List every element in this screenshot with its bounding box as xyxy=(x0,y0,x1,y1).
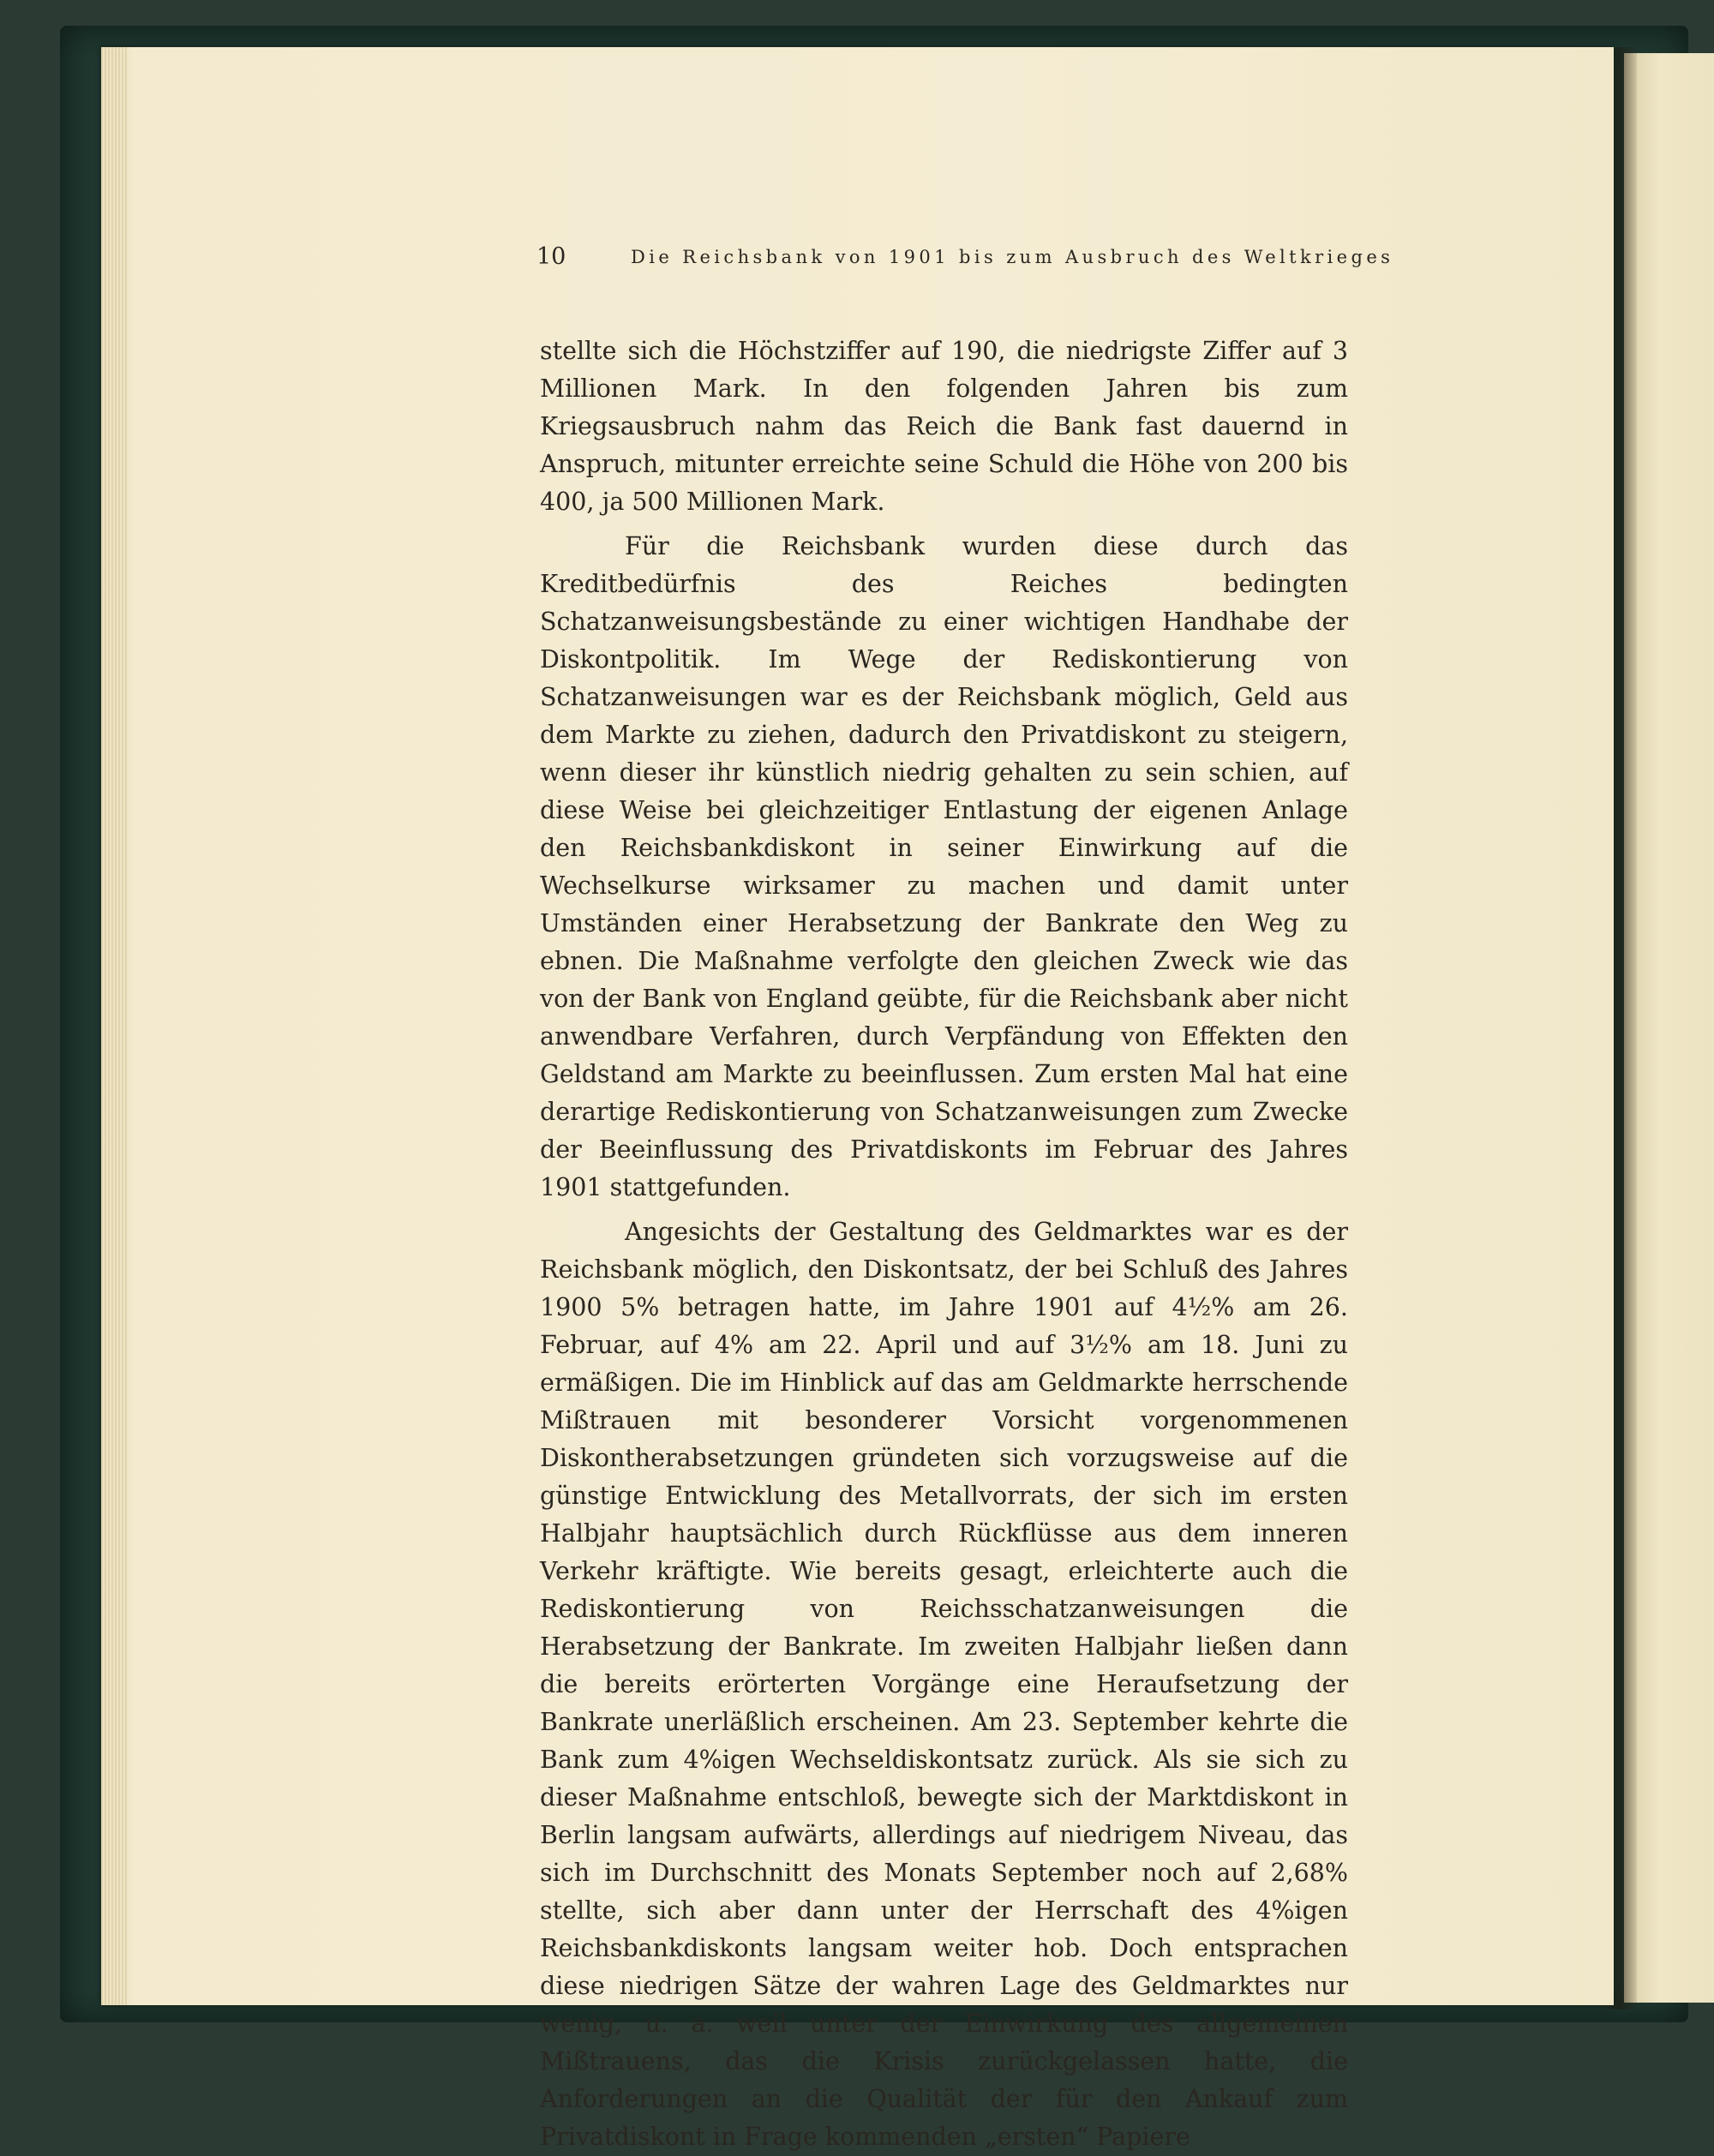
paragraph-2: Für die Reichsbank wurden diese durch das Kreditbedürfnis des Reiches bedingten Schatzanweisungsbestände zu einer wichtigen Handhabe der Diskontpolitik. Im Wege der Rediskontierung von Schatzanweisungen war es der Reichsbank möglich, Geld aus dem Markte zu ziehen, dadurch den Privatdiskont zu steigern, wenn dieser ihr künstlich niedrig gehalten zu sein schien, auf diese Weise bei gleichzeitiger Entlastung der eigenen Anlage den Reichsbankdiskont in seiner Einwirkung auf die Wechselkurse wirksamer zu machen und damit unter Umständen einer Herabsetzung der Bankrate den Weg zu ebnen. Die Maßnahme verfolgte den gleichen Zweck wie das von der Bank von England geübte, für die Reichsbank aber nicht anwendbare Verfahren, durch Verpfändung von Effekten den Geldstand am Markte zu beeinflussen. Zum ersten Mal hat eine derartige Rediskontierung von Schatzanweisungen zum Zwecke der Beeinflussung des Privatdiskonts im Februar des Jahres 1901 stattgefunden. xyxy=(540,532,1348,1201)
running-head xyxy=(536,240,1394,274)
page-number: 10 xyxy=(536,243,566,270)
page-edges xyxy=(101,47,127,2005)
paragraph-3: Angesichts der Gestaltung des Geldmarktes war es der Reichsbank möglich, den Diskontsatz, der bei Schluß des Jahres 1900 5% betragen hatte, im Jahre 1901 auf 4½% am 26. Februar, auf 4% am 22. April und auf 3½% am 18. Juni zu ermäßigen. Die im Hinblick auf das am Geldmarkte herrschende Mißtrauen mit besonderer Vorsicht vorgenommenen Diskontherabsetzungen gründeten sich vorzugsweise auf die günstige Entwicklung des Metallvorrats, der sich im ersten Halbjahr hauptsächlich durch Rückflüsse aus dem inneren Verkehr kräftigte. Wie bereits gesagt, erleichterte auch die Rediskontierung von Reichsschatzanweisungen die Herabsetzung der Bankrate. Im zweiten Halbjahr ließen dann die bereits erörterten Vorgänge eine Heraufsetzung der Bankrate unerläßlich erscheinen. Am 23. September kehrte die Bank zum 4%igen Wechseldiskontsatz zurück. Als sie sich zu dieser Maßnahme entschloß, bewegte sich der Marktdiskont in Berlin langsam aufwärts, allerdings auf niedrigem Niveau, das sich im Durchschnitt des Monats September noch auf 2,68% stellte, sich aber dann unter der Herrschaft des 4%igen Reichsbankdiskonts langsam weiter hob. Doch entsprachen diese niedrigen Sätze der wahren Lage des Geldmarktes nur wenig, u. a. weil unter der Einwirkung des allgemeinen Mißtrauens, das die Krisis zurückgelassen hatte, die Anforderungen an die Qualität der für den Ankauf zum Privatdiskont in Frage kommenden „ersten“ Papiere xyxy=(540,1218,1348,2151)
running-title: Die Reichsbank von 1901 bis zum Ausbruch des Weltkrieges xyxy=(631,247,1394,267)
paragraph-1: stellte sich die Höchstziffer auf 190, die niedrigste Ziffer auf 3 Millionen Mark. In den folgenden Jahren bis zum Kriegsausbruch nahm das Reich die Bank fast dauernd in Anspruch, mitunter erreichte seine Schuld die Höhe von 200 bis 400, ja 500 Millionen Mark. xyxy=(540,337,1348,516)
facing-page-edge xyxy=(1624,53,1714,2003)
body-text xyxy=(540,332,1348,2156)
